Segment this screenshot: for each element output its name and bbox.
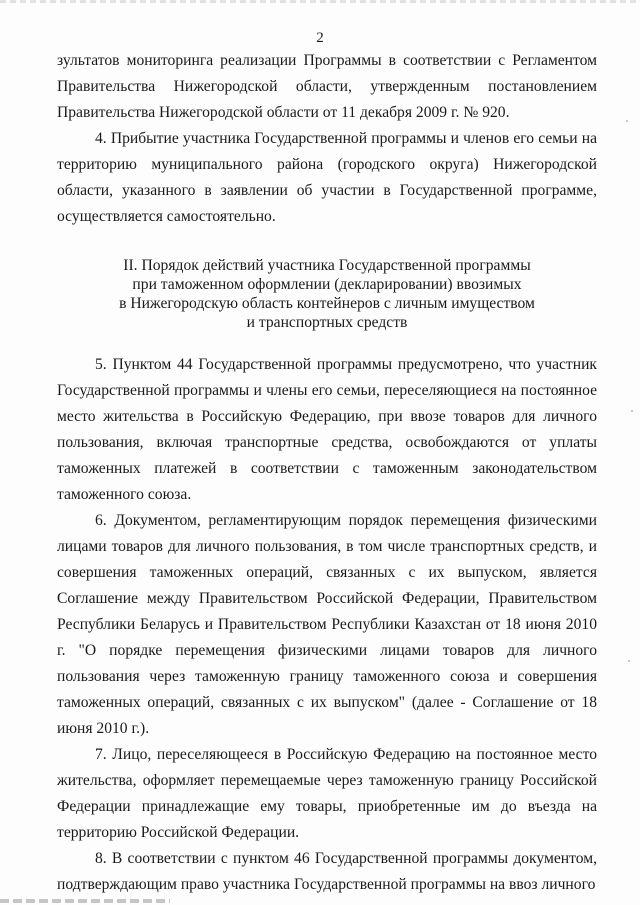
scan-speck (628, 660, 630, 662)
section-heading-line: в Нижегородскую область контейнеров с личным имуществом (119, 295, 535, 312)
paragraph-continuation: зультатов мониторинга реализации Программы в соответствии с Регламентом Правительства Нижегородской области, утвержденным постановлением Правительства Нижегородской области от 11 декабря 2009 г. № 920. (57, 52, 597, 121)
paragraph-item-4: 4. Прибытие участника Государственной программы и членов его семьи на территорию муниципального района (городского округа) Нижегородской области, указанного в заявлении об участии в Государственной программе, осуществляется самостоятельно. (57, 130, 597, 225)
document-body (57, 48, 597, 898)
section-heading-line: и транспортных средств (246, 314, 408, 331)
section-heading-line: II. Порядок действий участника Государственной программы (123, 257, 531, 274)
paragraph-item-5: 5. Пунктом 44 Государственной программы предусмотрено, что участник Государственной программы и члены его семьи, переселяющиеся на постоянное место жительства в Российскую Федерацию, при ввозе товаров для личного пользования, включая транспортные средства, освобождаются от уплаты таможенных платежей в соответствии с таможенным законодательством таможенного союза. (57, 356, 597, 503)
section-heading-line: при таможенном оформлении (декларировании) ввозимых (132, 276, 522, 293)
scan-speck (631, 410, 633, 412)
paragraph-item-7: 7. Лицо, переселяющееся в Российскую Федерацию на постоянное место жительства, оформляет перемещаемые через таможенную границу Российской Федерации принадлежащие ему товары, приобретенные им до въезда на территорию Российской Федерации. (57, 746, 597, 841)
scan-bottom-edge (0, 899, 170, 903)
page-number: 2 (316, 30, 324, 46)
scan-top-edge (0, 0, 640, 3)
paragraph-item-6: 6. Документом, регламентирующим порядок перемещения физическими лицами товаров для личного пользования, в том числе транспортных средств, и совершения таможенных операций, связанных с их выпуском, является Соглашение между Правительством Российской Федерации, Правительством Республики Беларусь и Правительством Республики Казахстан от 18 июня 2010 г. "О порядке перемещения физическими лицами товаров для личного пользования через таможенную границу таможенного союза и совершения таможенных операций, связанных с их выпуском" (далее - Соглашение от 18 июня 2010 г.). (57, 512, 597, 737)
scan-speck (626, 120, 628, 122)
paragraph-item-8: 8. В соответствии с пунктом 46 Государственной программы документом, подтверждающим право участника Государственной программы на ввоз личного (57, 850, 597, 893)
section-heading (57, 256, 597, 332)
